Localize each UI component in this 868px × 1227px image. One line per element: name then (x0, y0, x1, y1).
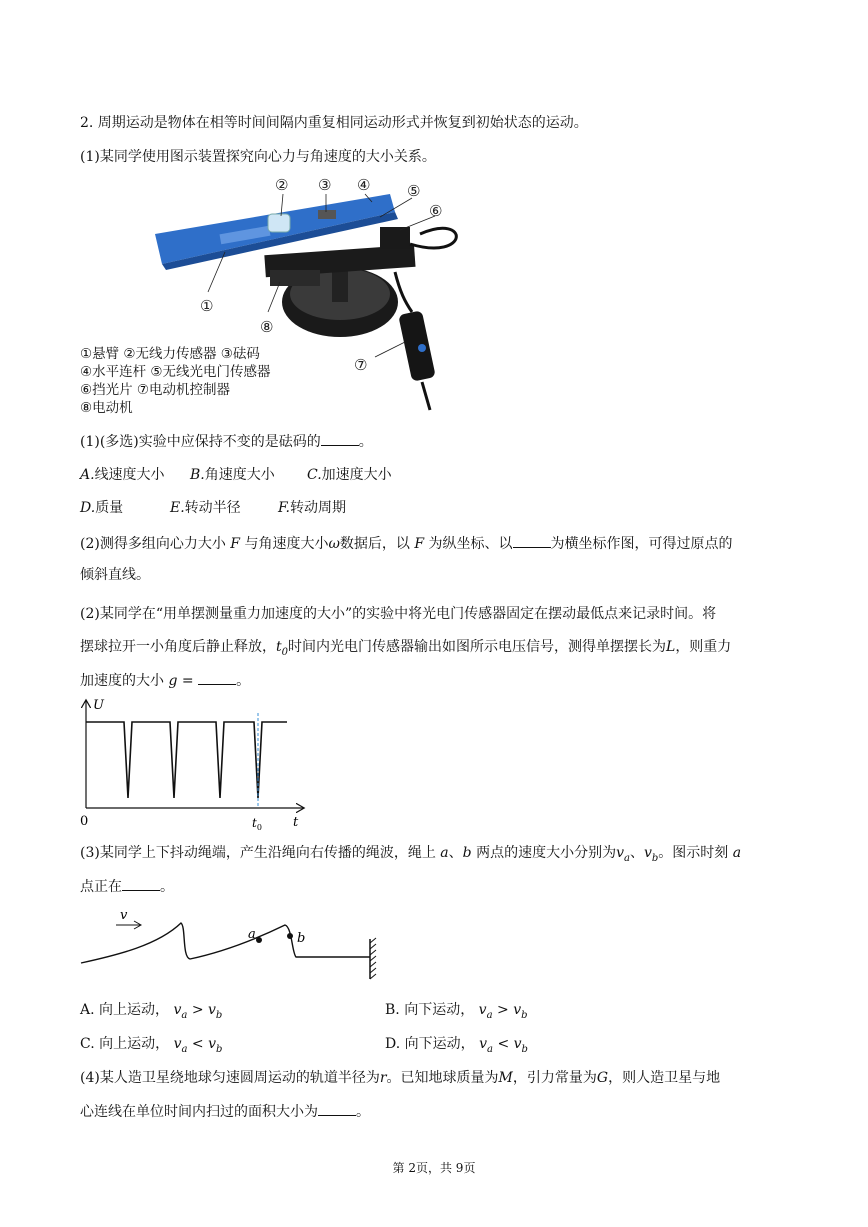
part2-line3: 加速度的大小 g = 。 (80, 670, 250, 691)
callout-6: ⑥ (429, 202, 443, 220)
answer-blank[interactable] (318, 1101, 356, 1116)
answer-blank[interactable] (513, 533, 551, 548)
option-3d: D. 向下运动， $v_a < v_b$ (385, 1036, 528, 1055)
callout-7: ⑦ (354, 356, 368, 374)
callout-2: ② (275, 176, 289, 194)
figure-legend-3: ⑥挡光片 ⑦电动机控制器 (80, 382, 230, 398)
part3-line1: (3)某同学上下抖动绳端，产生沿绳向右传播的绳波，绳上 a、b 两点的速度大小分别为$v_a$、$v_b$。图示时刻 a (80, 845, 742, 864)
part3-line2: 点正在 。 (80, 876, 174, 897)
option-d: D.质量 (80, 500, 124, 516)
photogate (380, 227, 410, 249)
callout-5: ⑤ (407, 182, 421, 200)
figure-legend-1: ①悬臂 ②无线力传感器 ③砝码 (80, 346, 260, 362)
answer-blank[interactable] (321, 431, 359, 446)
answer-blank[interactable] (198, 670, 236, 685)
callout-1: ① (200, 297, 214, 315)
cable (410, 228, 456, 248)
option-c: C.加速度大小 (307, 467, 392, 483)
answer-blank[interactable] (122, 876, 160, 891)
force-sensor (268, 214, 290, 232)
callout-8: ⑧ (260, 318, 274, 336)
point-a (256, 937, 262, 943)
weight-block (318, 210, 336, 219)
voltage-graph (75, 695, 315, 835)
callout-3: ③ (318, 176, 332, 194)
question-intro: 2. 周期运动是物体在相等时间间隔内重复相同运动形式并恢复到初始状态的运动。 (80, 115, 588, 131)
option-f: F.转动周期 (278, 500, 346, 516)
velocity-label: v (120, 908, 128, 923)
figure-legend-2: ④水平连杆 ⑤无线光电门传感器 (80, 364, 271, 380)
option-e: E.转动半径 (170, 500, 241, 516)
option-3c: C. 向上运动， $v_a < v_b$ (80, 1036, 223, 1055)
callout-4: ④ (357, 176, 371, 194)
rope-wave (81, 923, 370, 963)
motor-controller (398, 310, 436, 382)
page-footer: 第 2页，共 9页 (392, 1161, 476, 1175)
part4-line1: (4)某人造卫星绕地球匀速圆周运动的轨道半径为r。已知地球质量为M，引力常量为G，则人造卫星与地 (80, 1070, 721, 1086)
part1-sub2: (2)测得多组向心力大小 F 与角速度大小ω数据后，以 F 为纵坐标、以 为横坐标作图，可得过原点的 (80, 533, 733, 554)
option-a: A.线速度大小 (80, 467, 165, 483)
part2-line2: 摆球拉开一小角度后静止释放，$t_0$时间内光电门传感器输出如图所示电压信号，测得单摆摆长为L，则重力 (80, 639, 732, 658)
figure-legend-4: ⑧电动机 (80, 400, 133, 416)
y-axis-label: U (93, 698, 104, 713)
part2-line1: (2)某同学在“用单摆测量重力加速度的大小”的实验中将光电门传感器固定在摆动最低点来记录时间。将 (80, 606, 717, 622)
option-3a: A. 向上运动， $v_a > v_b$ (80, 1002, 223, 1021)
point-b (287, 933, 293, 939)
part1-sub2-cont: 倾斜直线。 (80, 567, 150, 583)
t0-label: $t_0$ (252, 816, 262, 832)
part4-line2: 心连线在单位时间内扫过的面积大小为 。 (80, 1101, 370, 1122)
point-a-label: a (248, 927, 256, 942)
origin-label: 0 (80, 814, 89, 829)
point-b-label: b (297, 931, 306, 946)
part1-sub1: (1)(多选)实验中应保持不变的是砝码的 。 (80, 431, 373, 452)
option-3b: B. 向下运动， $v_a > v_b$ (385, 1002, 528, 1021)
part1-title: (1)某同学使用图示装置探究向心力与角速度的大小关系。 (80, 149, 436, 165)
x-axis-label: t (293, 815, 299, 830)
voltage-signal (86, 722, 287, 798)
rope-wave-figure (78, 905, 388, 985)
option-b: B.角速度大小 (190, 467, 275, 483)
